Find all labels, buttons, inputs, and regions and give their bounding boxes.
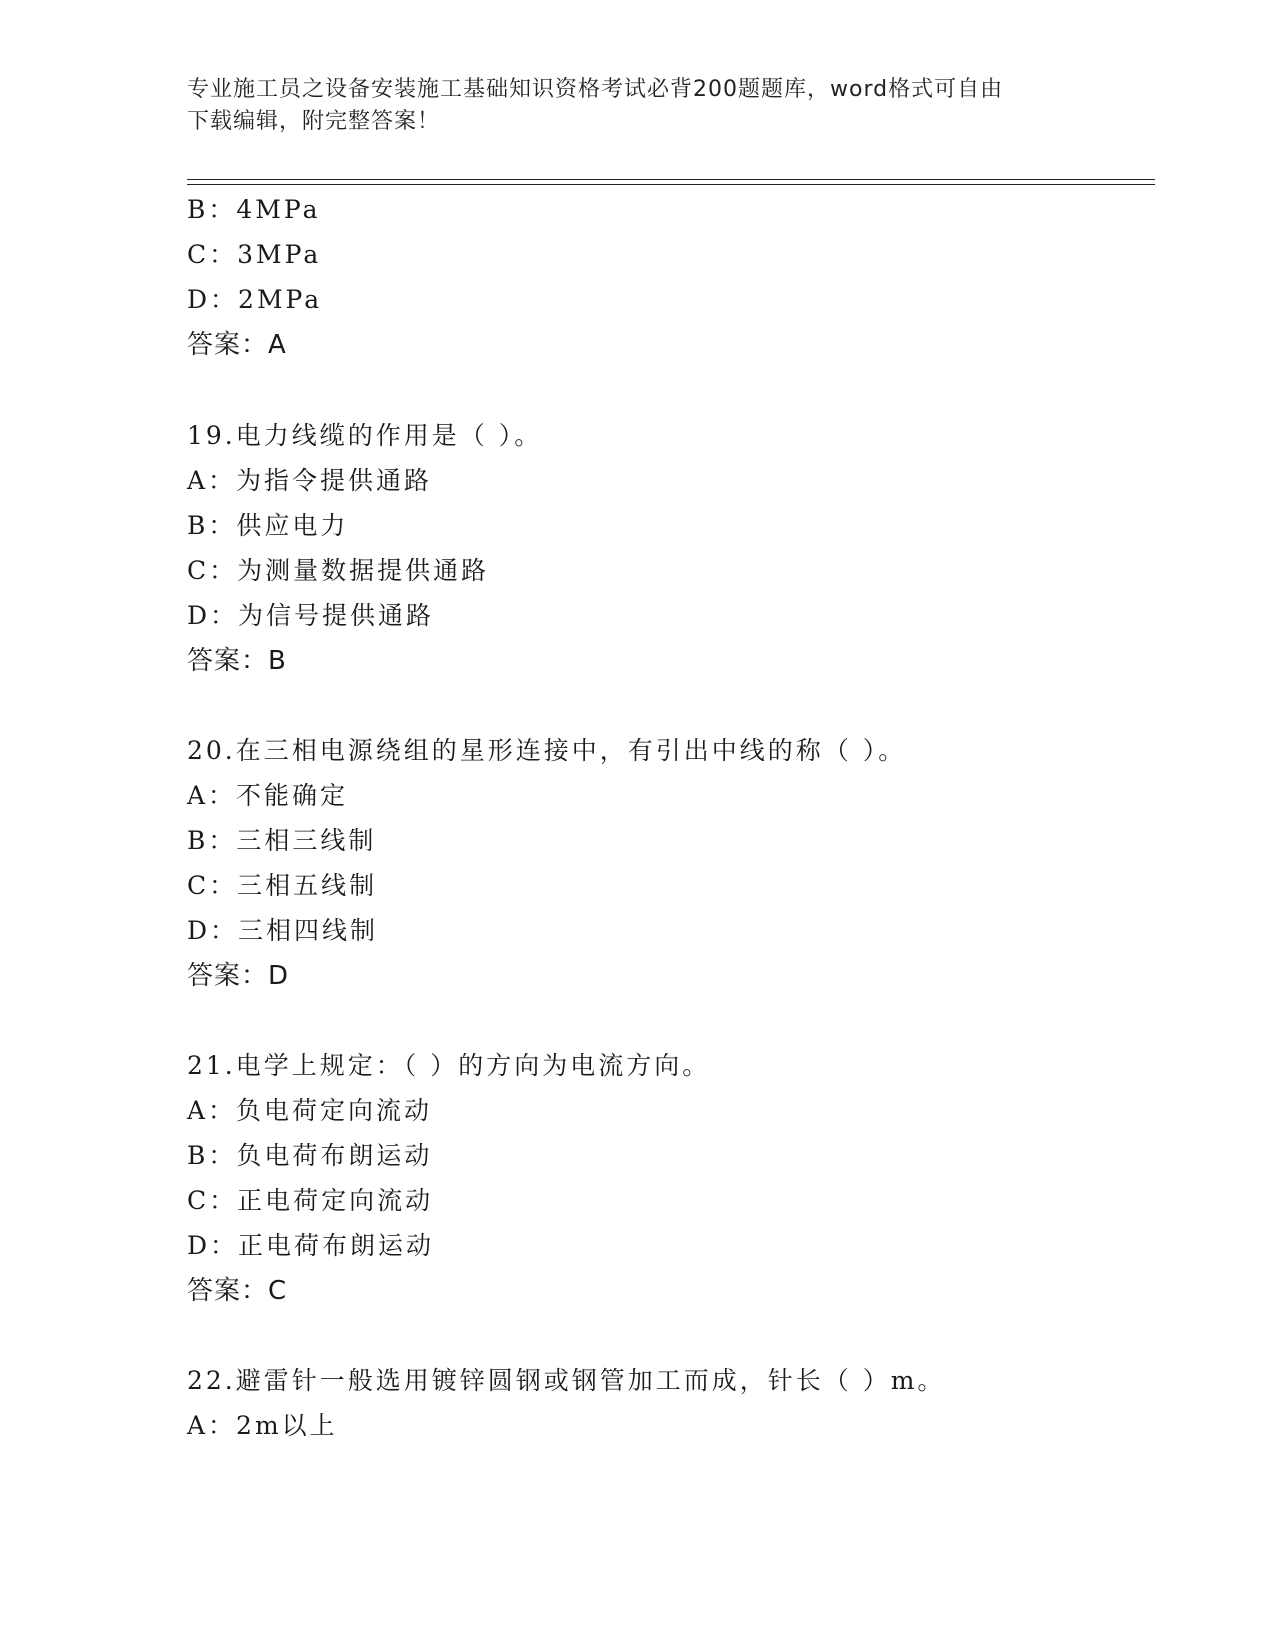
question-19: 19.电力线缆的作用是（ ）。 (187, 421, 543, 450)
option-a-q19: A：为指令提供通路 (187, 466, 433, 495)
option-b-q19: B：供应电力 (187, 511, 349, 540)
option-c-q21: C：正电荷定向流动 (187, 1186, 434, 1215)
option-d-q20: D：三相四线制 (187, 916, 379, 945)
header-line-2: 下载编辑，附完整答案！ (187, 109, 441, 134)
option-a-q21: A：负电荷定向流动 (187, 1096, 433, 1125)
header-divider-top (187, 179, 1155, 180)
option-a-q20: A：不能确定 (187, 781, 349, 810)
option-d-q18: D：2MPa (187, 285, 323, 314)
question-21: 21.电学上规定：（ ）的方向为电流方向。 (187, 1051, 711, 1080)
header-line-1: 专业施工员之设备安装施工基础知识资格考试必背200题题库，word格式可自由 (187, 77, 1004, 102)
option-b-q21: B：负电荷布朗运动 (187, 1141, 433, 1170)
option-c-q18: C：3MPa (187, 240, 322, 269)
option-d-q19: D：为信号提供通路 (187, 601, 435, 630)
option-b-q20: B：三相三线制 (187, 826, 377, 855)
answer-q19: 答案：B (187, 646, 287, 676)
option-d-q21: D：正电荷布朗运动 (187, 1231, 435, 1260)
option-b-q18: B：4MPa (187, 195, 321, 224)
header-divider-bottom (187, 184, 1155, 185)
answer-q18: 答案：A (187, 330, 287, 360)
option-a-q22: A：2m以上 (187, 1411, 338, 1440)
option-c-q19: C：为测量数据提供通路 (187, 556, 490, 585)
document-header (187, 74, 1067, 138)
option-c-q20: C：三相五线制 (187, 871, 378, 900)
answer-q21: 答案：C (187, 1276, 288, 1306)
answer-q20: 答案：D (187, 961, 290, 991)
question-22: 22.避雷针一般选用镀锌圆钢或钢管加工而成，针长（ ）m。 (187, 1366, 946, 1395)
question-20: 20.在三相电源绕组的星形连接中，有引出中线的称（ ）。 (187, 736, 907, 765)
